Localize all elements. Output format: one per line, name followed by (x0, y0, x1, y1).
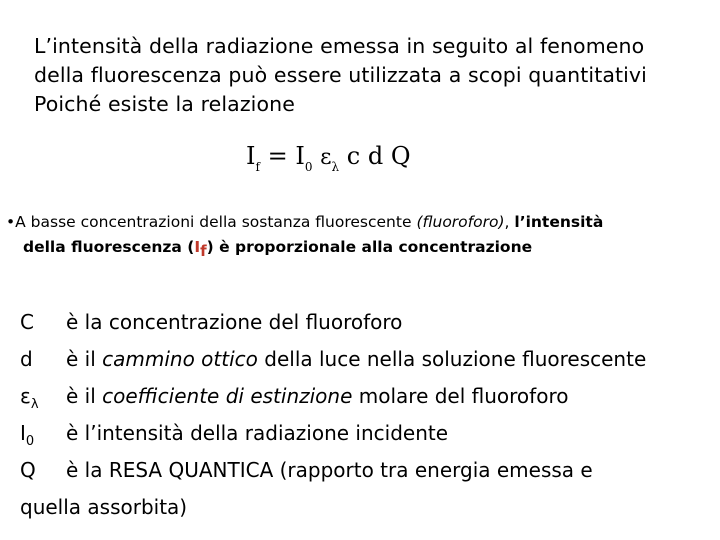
intro-paragraph (34, 32, 714, 119)
definitions-list (20, 308, 720, 522)
formula-rest: c d Q (346, 142, 411, 170)
fluorescence-formula (246, 138, 411, 178)
bullet-point (6, 210, 718, 264)
definition-row: $I_0$ è l’intensità della radiazione incidente (20, 419, 720, 456)
formula-equals: = (267, 142, 288, 170)
definition-row: C è la concentrazione del fluoroforo (20, 308, 720, 345)
bullet-line-1: •A basse concentrazioni della sostanza fluorescente (fluoroforo), l’intensità (6, 213, 604, 231)
definition-symbol: d (20, 347, 33, 371)
formula-if: $I_f$ (246, 142, 260, 174)
bullet-line-2: della fluorescenza $(I_f)$ è proporzionale alla concentrazione (23, 238, 533, 261)
definition-row: d è il cammino ottico della luce nella soluzione fluorescente (20, 345, 720, 382)
definition-row: $\varepsilon_\lambda$ è il coefficiente di estinzione molare del fluoroforo (20, 382, 720, 419)
intro-line-3: Poiché esiste la relazione (34, 92, 295, 116)
definition-symbol: Q (20, 458, 36, 482)
if-symbol: $I_f$ (194, 238, 207, 261)
bullet-marker: • (6, 213, 16, 231)
intro-line-1: L’intensità della radiazione emessa in seguito al fenomeno (34, 34, 645, 58)
definition-symbol: $\varepsilon_\lambda$ (20, 384, 39, 412)
definition-row: Q è la RESA QUANTICA (rapporto tra energia emessa e (20, 456, 720, 493)
definition-continuation: quella assorbita) (20, 495, 188, 519)
formula-epsilon: $\varepsilon_\lambda$ (320, 145, 340, 174)
definition-symbol: C (20, 310, 34, 334)
intro-line-2: della fluorescenza può essere utilizzata a scopi quantitativi (34, 63, 647, 87)
definition-symbol: $I_0$ (20, 421, 35, 449)
formula-i0: $I_0$ (295, 142, 313, 174)
